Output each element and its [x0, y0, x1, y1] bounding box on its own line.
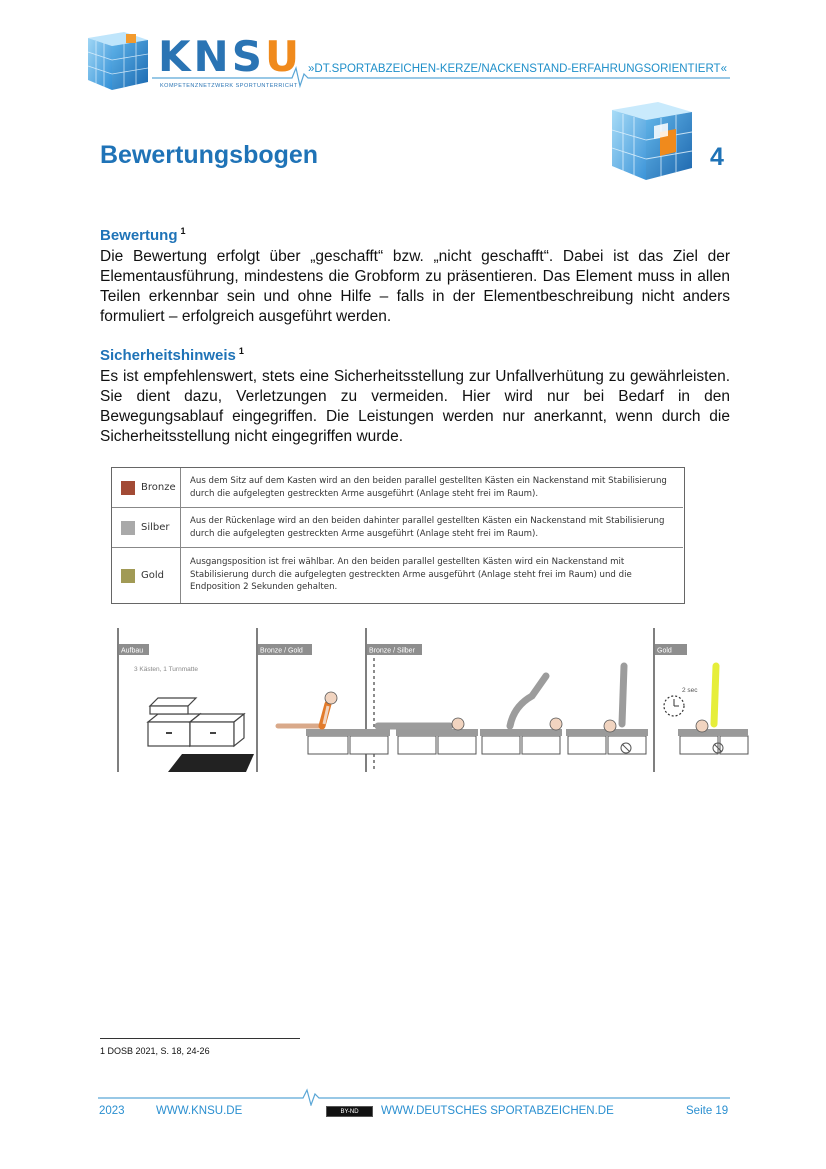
- panel-label-aufbau: Aufbau: [121, 647, 144, 655]
- lying-athlete-illustration: [378, 718, 478, 754]
- footnote-ref: 1: [238, 346, 244, 356]
- neck-stand-athlete-illustration: [566, 666, 648, 754]
- bronze-swatch: [121, 481, 135, 495]
- table-row-gold: [112, 548, 683, 603]
- logo-subtitle: KOMPETENZNETZWERK SPORTUNTERRICHT: [160, 83, 298, 89]
- panel-label-bronze-gold: Bronze / Gold: [260, 647, 303, 655]
- setup-boxes-illustration: [148, 698, 254, 772]
- page-number: Seite 19: [686, 1105, 729, 1117]
- panel-label-gold: Gold: [657, 647, 672, 655]
- footer-pulse-line: [98, 1088, 730, 1106]
- knsu-logo-cube-icon: [84, 28, 152, 92]
- footer-link-sportabzeichen[interactable]: WWW.DEUTSCHES SPORTABZEICHEN.DE: [381, 1105, 614, 1117]
- footer-link-knsu[interactable]: WWW.KNSU.DE: [156, 1105, 243, 1117]
- chapter-cube-icon: [606, 96, 696, 182]
- exercise-sequence-figure: [110, 626, 750, 776]
- section-heading-bewertung: Bewertung $^1$: [100, 226, 186, 244]
- gold-neck-stand-illustration: [664, 666, 748, 754]
- silber-swatch: [121, 521, 135, 535]
- section-text-bewertung: Die Bewertung erfolgt über „geschafft“ bzw. „nicht geschafft“. Dabei ist das Ziel der Elementausführung, mindestens die Grobform zu präsentieren. Das Element muss in allen Teilen erkennbar sein und ohne Hilfe – falls in der Elementbeschreibung nicht anders formuliert – erfolgreich ausgeführt werden.: [100, 248, 730, 325]
- footnote-divider: [100, 1038, 300, 1039]
- footnote-ref: 1: [180, 226, 186, 236]
- panel-label-bronze-silber: Bronze / Silber: [369, 647, 415, 655]
- rolling-athlete-illustration: [480, 676, 562, 754]
- medal-description: Aus der Rückenlage wird an den beiden dahinter parallel gestellten Kästen ein Nackenstand mit Stabilisierung durch die aufgelegten gestreckten Arme ausgeführt (Anlage steht frei im Raum).: [190, 516, 665, 539]
- footer-year: 2023: [99, 1105, 125, 1117]
- medal-label: Bronze: [141, 482, 176, 493]
- medal-label: Gold: [141, 570, 164, 581]
- footnote: 1 DOSB 2021, S. 18, 24-26: [100, 1046, 210, 1056]
- document-header-title: »DT.SPORTABZEICHEN-KERZE/NACKENSTAND-ERFAHRUNGSORIENTIERT«: [308, 63, 727, 75]
- knsu-logo-wordmark: KNSU: [158, 32, 303, 81]
- setup-note: 3 Kästen, 1 Turnmatte: [134, 666, 198, 673]
- medal-description: Aus dem Sitz auf dem Kasten wird an den beiden parallel gestellten Kästen ein Nackenstand mit Stabilisierung durch die aufgelegten gestreckten Arme ausgeführt (Anlage steht frei im Raum).: [190, 476, 667, 499]
- seated-athlete-illustration: [278, 692, 390, 754]
- gold-swatch: [121, 569, 135, 583]
- section-text-sicherheitshinweis: Es ist empfehlenswert, stets eine Sicherheitsstellung zur Unfallverhütung zu gewährleisten. Sie dient dazu, Verletzungen zu vermeiden. Hier wird nur bei Bedarf in den Bewegungsablauf eingegriffen. Die Leistungen werden nur anerkannt, wenn durch die Sicherheitsstellung nicht eingegriffen wurde.: [100, 368, 730, 445]
- table-row-bronze: [112, 468, 683, 508]
- chapter-number: 4: [710, 143, 724, 171]
- medal-label: Silber: [141, 522, 170, 533]
- medal-description: Ausgangsposition ist frei wählbar. An den beiden parallel gestellten Kästen wird ein Nackenstand mit Stabilisierung durch die aufgelegten gestreckten Arme ausgeführt (Anlage steht frei im Raum) und die Endposition 2 Sekunden gehalten.: [190, 557, 632, 592]
- cc-license-badge: BY-ND: [326, 1106, 373, 1117]
- timer-note: 2 sec: [682, 687, 698, 694]
- medal-criteria-table: [111, 467, 685, 604]
- table-row-silber: [112, 508, 683, 548]
- page-title: Bewertungsbogen: [100, 141, 319, 169]
- section-heading-sicherheitshinweis: Sicherheitshinweis $^1$: [100, 346, 244, 364]
